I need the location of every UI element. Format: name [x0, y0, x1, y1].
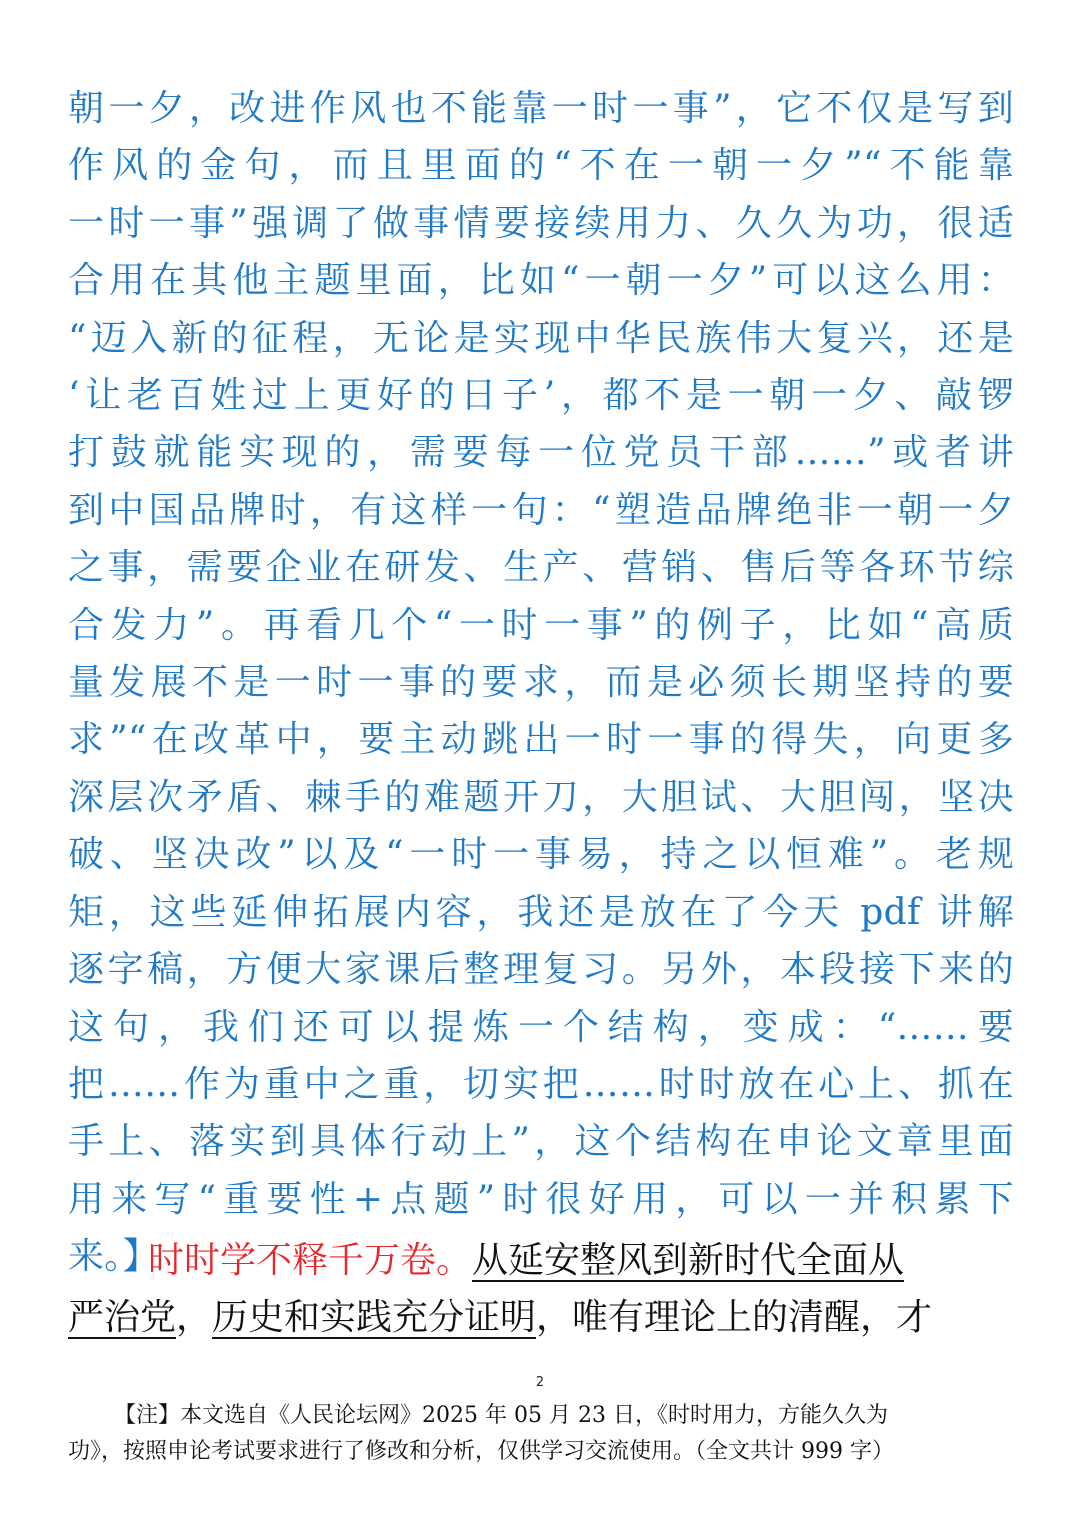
commentary-line: 到中国品牌时，有这样一句：“塑造品牌绝非一朝一夕	[68, 489, 1014, 531]
underlined-phrase: 从延安整风到新时代全面从	[472, 1240, 905, 1281]
footnote-line: 功》，按照申论考试要求进行了修改和分析，仅供学习交流使用。（全文共计 999 字）	[68, 1439, 894, 1464]
commentary-line: 朝一夕，改进作风也不能靠一时一事”，它不仅是写到	[68, 88, 1014, 129]
comma-text: ，	[176, 1297, 213, 1338]
main-paragraph	[68, 1232, 1014, 1346]
commentary-line: 作风的金句，而且里面的“不在一朝一夕”“不能靠	[68, 145, 1014, 187]
commentary-line: 合发力”。再看几个“一时一事”的例子，比如“高质	[68, 604, 1014, 646]
commentary-line: 用来写“重要性+点题”时很好用，可以一并积累下	[68, 1178, 1014, 1220]
page-number: 2	[535, 1375, 545, 1390]
main-paragraph-line-2	[68, 1289, 1014, 1346]
commentary-line: 打鼓就能实现的，需要每一位党员干部……”或者讲	[68, 432, 1014, 474]
commentary-line: 之事，需要企业在研发、生产、营销、售后等各环节综	[68, 547, 1014, 589]
commentary-line: 这句，我们还可以提炼一个结构，变成：“……要	[68, 1006, 1014, 1048]
commentary-line: 量发展不是一时一事的要求，而是必须长期坚持的要	[68, 662, 1014, 704]
footnote-line: 【注】本文选自《人民论坛网》2025 年 05 月 23 日，《时时用力，方能久久为	[114, 1403, 888, 1428]
commentary-line: 手上、落实到具体行动上”，这个结构在申论文章里面	[68, 1121, 1014, 1163]
commentary-line: 深层次矛盾、棘手的难题开刀，大胆试、大胆闯，坚决	[68, 776, 1014, 818]
commentary-block	[68, 80, 1014, 1286]
commentary-line: 把……作为重中之重，切实把……时时放在心上、抓在	[68, 1063, 1014, 1105]
commentary-line: ‘让老百姓过上更好的日子’，都不是一朝一夕、敲锣	[68, 375, 1014, 417]
commentary-line: 破、坚决改”以及“一时一事易，持之以恒难”。老规	[68, 834, 1014, 876]
commentary-line: 求”“在改革中，要主动跳出一时一事的得失，向更多	[68, 719, 1014, 761]
commentary-line: 来。】	[68, 1236, 159, 1278]
red-heading-text: 时时学不释千万卷。	[148, 1240, 473, 1281]
main-paragraph-line-1	[68, 1232, 1014, 1289]
commentary-line: 矩，这些延伸拓展内容，我还是放在了今天 pdf 讲解	[68, 891, 1014, 933]
footnote	[68, 1398, 1014, 1470]
body-text: ，唯有理论上的清醒，才	[536, 1297, 933, 1338]
commentary-line: 逐字稿，方便大家课后整理复习。另外，本段接下来的	[68, 949, 1014, 991]
underlined-phrase: 严治党	[68, 1297, 177, 1338]
commentary-line: 合用在其他主题里面，比如“一朝一夕”可以这么用：	[68, 260, 1014, 302]
underlined-phrase: 历史和实践充分证明	[212, 1297, 537, 1338]
commentary-line: “迈入新的征程，无论是实现中华民族伟大复兴，还是	[68, 317, 1014, 359]
commentary-line: 一时一事”强调了做事情要接续用力、久久为功，很适	[68, 202, 1014, 244]
